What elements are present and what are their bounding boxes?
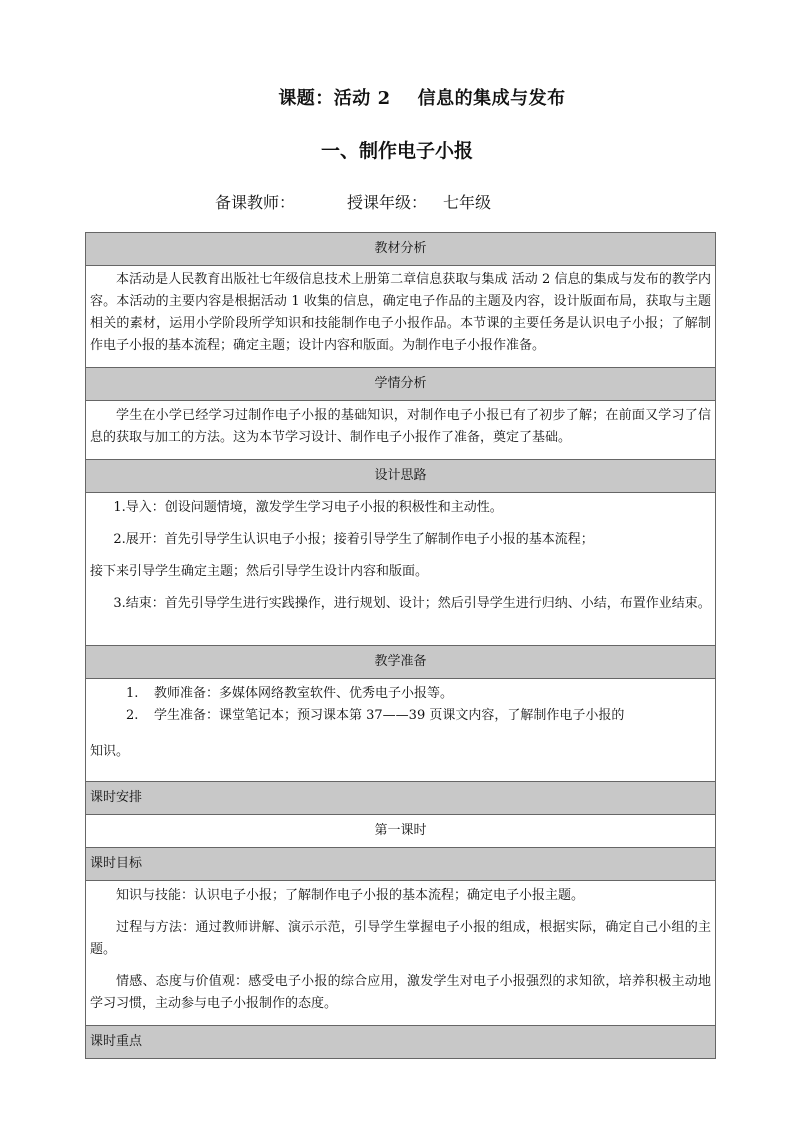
design-step-expand: 2.展开：首先引导学生认识电子小报；接着引导学生了解制作电子小报的基本流程； (113, 532, 594, 547)
textbook-analysis-text: 本活动是人民教育出版社七年级信息技术上册第二章信息获取与集成 活动 2 信息的集成与发布的教学内容。本活动的主要内容是根据活动 1 收集的信息，确定电子作品的主题及内容，设计版面布局，获取与主题相关的素材，运用小学阶段所学知识和技能制作电子小报作品。本节课的主要任务是认识电子小报；了解制作电子小报的基本流程；确定主题；设计内容和版面。为制作电子小报作准备。 (90, 272, 711, 353)
prep-item-teacher (90, 683, 711, 705)
prep-item-student (90, 705, 711, 727)
prep-item-teacher-number: 1. (126, 686, 139, 701)
lesson-subtitle: 一、制作电子小报 (320, 140, 473, 162)
goal-knowledge: 知识与技能：认识电子小报；了解制作电子小报的基本流程；确定电子小报主题。 (116, 888, 585, 903)
grade-label: 授课年级： (347, 193, 428, 212)
goal-emotion: 情感、态度与价值观：感受电子小报的综合应用，激发学生对电子小报强烈的求知欲，培养积极主动地学习习惯，主动参与电子小报制作的态度。 (90, 974, 711, 1011)
goals-heading: 课时目标 (86, 848, 716, 881)
goals-cell (86, 881, 716, 1026)
teaching-prep-heading: 教学准备 (86, 646, 716, 679)
schedule-heading: 课时安排 (86, 782, 716, 815)
prep-item-student-cont: 知识。 (90, 744, 130, 759)
grade-value: 七年级 (443, 193, 492, 212)
design-step-expand-cont: 接下来引导学生确定主题；然后引导学生设计内容和版面。 (90, 564, 429, 579)
textbook-analysis-cell (86, 266, 716, 368)
lesson-title: 课题：活动 2 信息的集成与发布 (278, 88, 566, 109)
goal-process: 过程与方法：通过教师讲解、演示示范，引导学生掌握电子小报的组成，根据实际，确定自己小组的主题。 (90, 920, 711, 957)
teacher-grade-line (215, 190, 491, 213)
prep-item-student-text: 学生准备：课堂笔记本；预习课本第 37——39 页课文内容，了解制作电子小报的 (154, 708, 625, 723)
prep-item-teacher-text: 教师准备：多媒体网络教室软件、优秀电子小报等。 (154, 686, 454, 701)
design-ideas-heading: 设计思路 (86, 460, 716, 493)
lesson-plan-table (85, 232, 716, 1059)
student-analysis-heading: 学情分析 (86, 368, 716, 401)
prep-item-student-number: 2. (126, 708, 139, 723)
textbook-analysis-heading: 教材分析 (86, 233, 716, 266)
student-analysis-text: 学生在小学已经学习过制作电子小报的基础知识，对制作电子小报已有了初步了解；在前面又学习了信息的获取与加工的方法。这为本节学习设计、制作电子小报作了准备，奠定了基础。 (90, 408, 711, 445)
teaching-prep-cell (86, 679, 716, 782)
focus-heading: 课时重点 (86, 1026, 716, 1059)
schedule-value: 第一课时 (86, 815, 716, 848)
teacher-label: 备课教师： (215, 193, 296, 212)
student-analysis-cell (86, 401, 716, 460)
design-ideas-cell (86, 493, 716, 646)
design-step-end: 3.结束：首先引导学生进行实践操作，进行规划、设计；然后引导学生进行归纳、小结，布置作业结束。 (113, 596, 711, 611)
design-step-intro: 1.导入：创设问题情境，激发学生学习电子小报的积极性和主动性。 (113, 500, 503, 515)
